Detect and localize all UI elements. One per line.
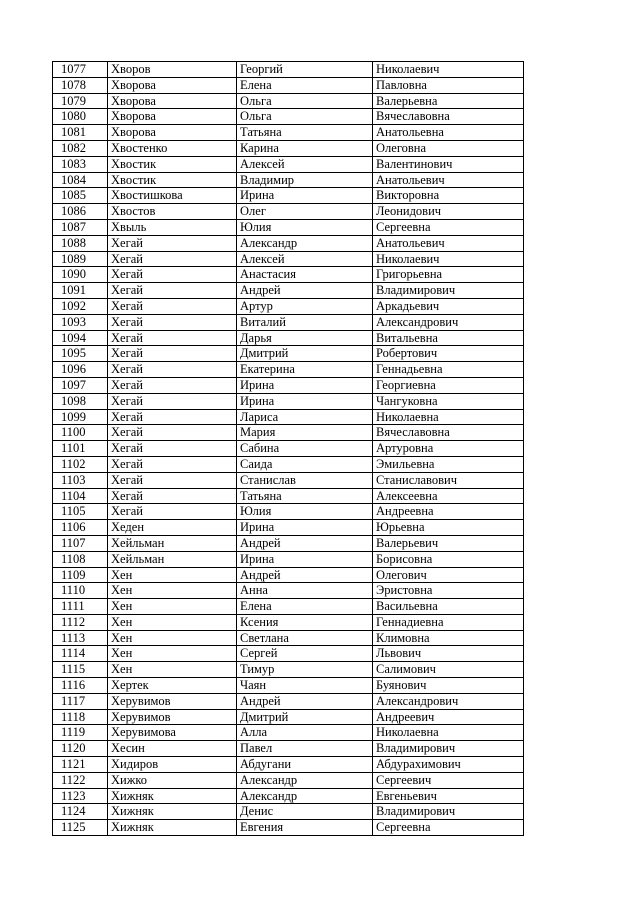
patronymic-cell: Львович — [373, 646, 524, 662]
first-name-cell: Екатерина — [237, 362, 373, 378]
table-row — [53, 125, 524, 141]
last-name-cell: Херувимов — [108, 709, 237, 725]
row-number-cell: 1094 — [53, 330, 108, 346]
patronymic-cell: Николаевна — [373, 409, 524, 425]
table-row — [53, 409, 524, 425]
last-name-cell: Хен — [108, 646, 237, 662]
table-row — [53, 77, 524, 93]
patronymic-cell: Павловна — [373, 77, 524, 93]
patronymic-cell: Андреевич — [373, 709, 524, 725]
row-number-cell: 1098 — [53, 393, 108, 409]
patronymic-cell: Сергеевна — [373, 219, 524, 235]
last-name-cell: Хейльман — [108, 551, 237, 567]
row-number-cell: 1095 — [53, 346, 108, 362]
first-name-cell: Юлия — [237, 219, 373, 235]
row-number-cell: 1085 — [53, 188, 108, 204]
last-name-cell: Хен — [108, 614, 237, 630]
last-name-cell: Хегай — [108, 330, 237, 346]
row-number-cell: 1088 — [53, 235, 108, 251]
table-row — [53, 567, 524, 583]
table-row — [53, 251, 524, 267]
roster-body — [53, 62, 524, 836]
first-name-cell: Ирина — [237, 377, 373, 393]
last-name-cell: Херувимов — [108, 693, 237, 709]
first-name-cell: Сергей — [237, 646, 373, 662]
table-row — [53, 488, 524, 504]
first-name-cell: Александр — [237, 772, 373, 788]
first-name-cell: Ирина — [237, 188, 373, 204]
last-name-cell: Хертек — [108, 678, 237, 694]
last-name-cell: Хен — [108, 599, 237, 615]
first-name-cell: Лариса — [237, 409, 373, 425]
table-row — [53, 425, 524, 441]
patronymic-cell: Валентинович — [373, 156, 524, 172]
row-number-cell: 1079 — [53, 93, 108, 109]
first-name-cell: Олег — [237, 204, 373, 220]
last-name-cell: Хегай — [108, 409, 237, 425]
patronymic-cell: Вячеславовна — [373, 109, 524, 125]
patronymic-cell: Эристовна — [373, 583, 524, 599]
row-number-cell: 1093 — [53, 314, 108, 330]
row-number-cell: 1099 — [53, 409, 108, 425]
row-number-cell: 1122 — [53, 772, 108, 788]
row-number-cell: 1113 — [53, 630, 108, 646]
patronymic-cell: Буянович — [373, 678, 524, 694]
row-number-cell: 1103 — [53, 472, 108, 488]
last-name-cell: Хен — [108, 567, 237, 583]
patronymic-cell: Анатольевна — [373, 125, 524, 141]
patronymic-cell: Валерьевна — [373, 93, 524, 109]
row-number-cell: 1104 — [53, 488, 108, 504]
last-name-cell: Хегай — [108, 298, 237, 314]
table-row — [53, 520, 524, 536]
first-name-cell: Карина — [237, 140, 373, 156]
table-row — [53, 772, 524, 788]
last-name-cell: Хижняк — [108, 788, 237, 804]
row-number-cell: 1092 — [53, 298, 108, 314]
row-number-cell: 1101 — [53, 441, 108, 457]
table-row — [53, 504, 524, 520]
patronymic-cell: Станиславович — [373, 472, 524, 488]
row-number-cell: 1077 — [53, 62, 108, 78]
last-name-cell: Хворов — [108, 62, 237, 78]
patronymic-cell: Николаевна — [373, 725, 524, 741]
first-name-cell: Андрей — [237, 283, 373, 299]
patronymic-cell: Вячеславовна — [373, 425, 524, 441]
patronymic-cell: Сергеевна — [373, 820, 524, 836]
patronymic-cell: Климовна — [373, 630, 524, 646]
last-name-cell: Хворова — [108, 109, 237, 125]
table-row — [53, 662, 524, 678]
table-row — [53, 377, 524, 393]
table-row — [53, 140, 524, 156]
first-name-cell: Абдугани — [237, 757, 373, 773]
row-number-cell: 1089 — [53, 251, 108, 267]
patronymic-cell: Алексеевна — [373, 488, 524, 504]
first-name-cell: Светлана — [237, 630, 373, 646]
first-name-cell: Георгий — [237, 62, 373, 78]
first-name-cell: Елена — [237, 77, 373, 93]
row-number-cell: 1090 — [53, 267, 108, 283]
first-name-cell: Ирина — [237, 393, 373, 409]
row-number-cell: 1084 — [53, 172, 108, 188]
row-number-cell: 1096 — [53, 362, 108, 378]
first-name-cell: Денис — [237, 804, 373, 820]
table-row — [53, 820, 524, 836]
row-number-cell: 1109 — [53, 567, 108, 583]
first-name-cell: Анна — [237, 583, 373, 599]
table-row — [53, 693, 524, 709]
table-row — [53, 630, 524, 646]
first-name-cell: Ольга — [237, 93, 373, 109]
patronymic-cell: Валерьевич — [373, 535, 524, 551]
row-number-cell: 1081 — [53, 125, 108, 141]
first-name-cell: Алексей — [237, 156, 373, 172]
first-name-cell: Мария — [237, 425, 373, 441]
table-row — [53, 599, 524, 615]
patronymic-cell: Витальевна — [373, 330, 524, 346]
last-name-cell: Хворова — [108, 93, 237, 109]
patronymic-cell: Николаевич — [373, 62, 524, 78]
patronymic-cell: Александрович — [373, 314, 524, 330]
first-name-cell: Саида — [237, 456, 373, 472]
last-name-cell: Хегай — [108, 488, 237, 504]
patronymic-cell: Николаевич — [373, 251, 524, 267]
last-name-cell: Хесин — [108, 741, 237, 757]
row-number-cell: 1124 — [53, 804, 108, 820]
row-number-cell: 1100 — [53, 425, 108, 441]
first-name-cell: Павел — [237, 741, 373, 757]
last-name-cell: Хвостишкова — [108, 188, 237, 204]
table-row — [53, 283, 524, 299]
last-name-cell: Хегай — [108, 456, 237, 472]
patronymic-cell: Владимирович — [373, 283, 524, 299]
patronymic-cell: Чангуковна — [373, 393, 524, 409]
table-row — [53, 330, 524, 346]
last-name-cell: Хвостик — [108, 156, 237, 172]
first-name-cell: Андрей — [237, 693, 373, 709]
row-number-cell: 1118 — [53, 709, 108, 725]
table-row — [53, 93, 524, 109]
patronymic-cell: Анатольевич — [373, 172, 524, 188]
patronymic-cell: Викторовна — [373, 188, 524, 204]
first-name-cell: Станислав — [237, 472, 373, 488]
last-name-cell: Хворова — [108, 125, 237, 141]
first-name-cell: Татьяна — [237, 488, 373, 504]
patronymic-cell: Леонидович — [373, 204, 524, 220]
first-name-cell: Ирина — [237, 520, 373, 536]
first-name-cell: Елена — [237, 599, 373, 615]
last-name-cell: Хегай — [108, 235, 237, 251]
row-number-cell: 1114 — [53, 646, 108, 662]
patronymic-cell: Юрьевна — [373, 520, 524, 536]
last-name-cell: Хен — [108, 583, 237, 599]
table-row — [53, 188, 524, 204]
last-name-cell: Хегай — [108, 362, 237, 378]
row-number-cell: 1102 — [53, 456, 108, 472]
last-name-cell: Хегай — [108, 251, 237, 267]
table-row — [53, 109, 524, 125]
row-number-cell: 1117 — [53, 693, 108, 709]
patronymic-cell: Георгиевна — [373, 377, 524, 393]
last-name-cell: Хегай — [108, 472, 237, 488]
patronymic-cell: Григорьевна — [373, 267, 524, 283]
first-name-cell: Александр — [237, 235, 373, 251]
row-number-cell: 1106 — [53, 520, 108, 536]
row-number-cell: 1091 — [53, 283, 108, 299]
patronymic-cell: Владимирович — [373, 804, 524, 820]
last-name-cell: Хвостов — [108, 204, 237, 220]
table-row — [53, 678, 524, 694]
patronymic-cell: Абдурахимович — [373, 757, 524, 773]
table-row — [53, 741, 524, 757]
table-row — [53, 219, 524, 235]
first-name-cell: Ирина — [237, 551, 373, 567]
last-name-cell: Хеден — [108, 520, 237, 536]
last-name-cell: Хидиров — [108, 757, 237, 773]
table-row — [53, 614, 524, 630]
row-number-cell: 1082 — [53, 140, 108, 156]
patronymic-cell: Артуровна — [373, 441, 524, 457]
row-number-cell: 1110 — [53, 583, 108, 599]
first-name-cell: Виталий — [237, 314, 373, 330]
last-name-cell: Хегай — [108, 346, 237, 362]
table-row — [53, 441, 524, 457]
row-number-cell: 1083 — [53, 156, 108, 172]
first-name-cell: Дмитрий — [237, 346, 373, 362]
first-name-cell: Татьяна — [237, 125, 373, 141]
table-row — [53, 298, 524, 314]
last-name-cell: Хегай — [108, 267, 237, 283]
table-row — [53, 551, 524, 567]
row-number-cell: 1121 — [53, 757, 108, 773]
table-row — [53, 172, 524, 188]
last-name-cell: Хворова — [108, 77, 237, 93]
roster-table — [52, 61, 524, 836]
row-number-cell: 1115 — [53, 662, 108, 678]
first-name-cell: Владимир — [237, 172, 373, 188]
last-name-cell: Хегай — [108, 283, 237, 299]
row-number-cell: 1097 — [53, 377, 108, 393]
table-row — [53, 267, 524, 283]
last-name-cell: Хижняк — [108, 804, 237, 820]
first-name-cell: Сабина — [237, 441, 373, 457]
table-row — [53, 804, 524, 820]
last-name-cell: Хегай — [108, 504, 237, 520]
last-name-cell: Хегай — [108, 377, 237, 393]
patronymic-cell: Васильевна — [373, 599, 524, 615]
last-name-cell: Хегай — [108, 393, 237, 409]
first-name-cell: Тимур — [237, 662, 373, 678]
row-number-cell: 1119 — [53, 725, 108, 741]
patronymic-cell: Андреевна — [373, 504, 524, 520]
patronymic-cell: Владимирович — [373, 741, 524, 757]
first-name-cell: Артур — [237, 298, 373, 314]
table-row — [53, 62, 524, 78]
first-name-cell: Юлия — [237, 504, 373, 520]
table-row — [53, 346, 524, 362]
table-row — [53, 788, 524, 804]
row-number-cell: 1080 — [53, 109, 108, 125]
table-row — [53, 646, 524, 662]
row-number-cell: 1087 — [53, 219, 108, 235]
table-row — [53, 757, 524, 773]
table-row — [53, 725, 524, 741]
row-number-cell: 1120 — [53, 741, 108, 757]
row-number-cell: 1111 — [53, 599, 108, 615]
last-name-cell: Хейльман — [108, 535, 237, 551]
first-name-cell: Евгения — [237, 820, 373, 836]
table-row — [53, 204, 524, 220]
patronymic-cell: Борисовна — [373, 551, 524, 567]
table-row — [53, 583, 524, 599]
table-row — [53, 362, 524, 378]
first-name-cell: Анастасия — [237, 267, 373, 283]
patronymic-cell: Аркадьевич — [373, 298, 524, 314]
table-row — [53, 472, 524, 488]
patronymic-cell: Робертович — [373, 346, 524, 362]
patronymic-cell: Салимович — [373, 662, 524, 678]
table-row — [53, 314, 524, 330]
row-number-cell: 1086 — [53, 204, 108, 220]
last-name-cell: Херувимова — [108, 725, 237, 741]
first-name-cell: Дмитрий — [237, 709, 373, 725]
first-name-cell: Алла — [237, 725, 373, 741]
last-name-cell: Хен — [108, 630, 237, 646]
first-name-cell: Чаян — [237, 678, 373, 694]
table-row — [53, 393, 524, 409]
first-name-cell: Андрей — [237, 567, 373, 583]
row-number-cell: 1125 — [53, 820, 108, 836]
row-number-cell: 1112 — [53, 614, 108, 630]
first-name-cell: Ксения — [237, 614, 373, 630]
last-name-cell: Хегай — [108, 314, 237, 330]
last-name-cell: Хвыль — [108, 219, 237, 235]
patronymic-cell: Анатольевич — [373, 235, 524, 251]
row-number-cell: 1078 — [53, 77, 108, 93]
table-row — [53, 709, 524, 725]
last-name-cell: Хен — [108, 662, 237, 678]
first-name-cell: Андрей — [237, 535, 373, 551]
last-name-cell: Хвостик — [108, 172, 237, 188]
last-name-cell: Хегай — [108, 441, 237, 457]
patronymic-cell: Эмильевна — [373, 456, 524, 472]
first-name-cell: Александр — [237, 788, 373, 804]
first-name-cell: Дарья — [237, 330, 373, 346]
row-number-cell: 1123 — [53, 788, 108, 804]
row-number-cell: 1107 — [53, 535, 108, 551]
patronymic-cell: Геннадиевна — [373, 614, 524, 630]
patronymic-cell: Сергеевич — [373, 772, 524, 788]
table-row — [53, 535, 524, 551]
last-name-cell: Хегай — [108, 425, 237, 441]
table-row — [53, 456, 524, 472]
first-name-cell: Алексей — [237, 251, 373, 267]
row-number-cell: 1108 — [53, 551, 108, 567]
patronymic-cell: Евгеньевич — [373, 788, 524, 804]
first-name-cell: Ольга — [237, 109, 373, 125]
patronymic-cell: Олеговна — [373, 140, 524, 156]
row-number-cell: 1116 — [53, 678, 108, 694]
table-row — [53, 235, 524, 251]
patronymic-cell: Олегович — [373, 567, 524, 583]
last-name-cell: Хижняк — [108, 820, 237, 836]
patronymic-cell: Геннадьевна — [373, 362, 524, 378]
table-row — [53, 156, 524, 172]
row-number-cell: 1105 — [53, 504, 108, 520]
last-name-cell: Хвостенко — [108, 140, 237, 156]
last-name-cell: Хижко — [108, 772, 237, 788]
patronymic-cell: Александрович — [373, 693, 524, 709]
